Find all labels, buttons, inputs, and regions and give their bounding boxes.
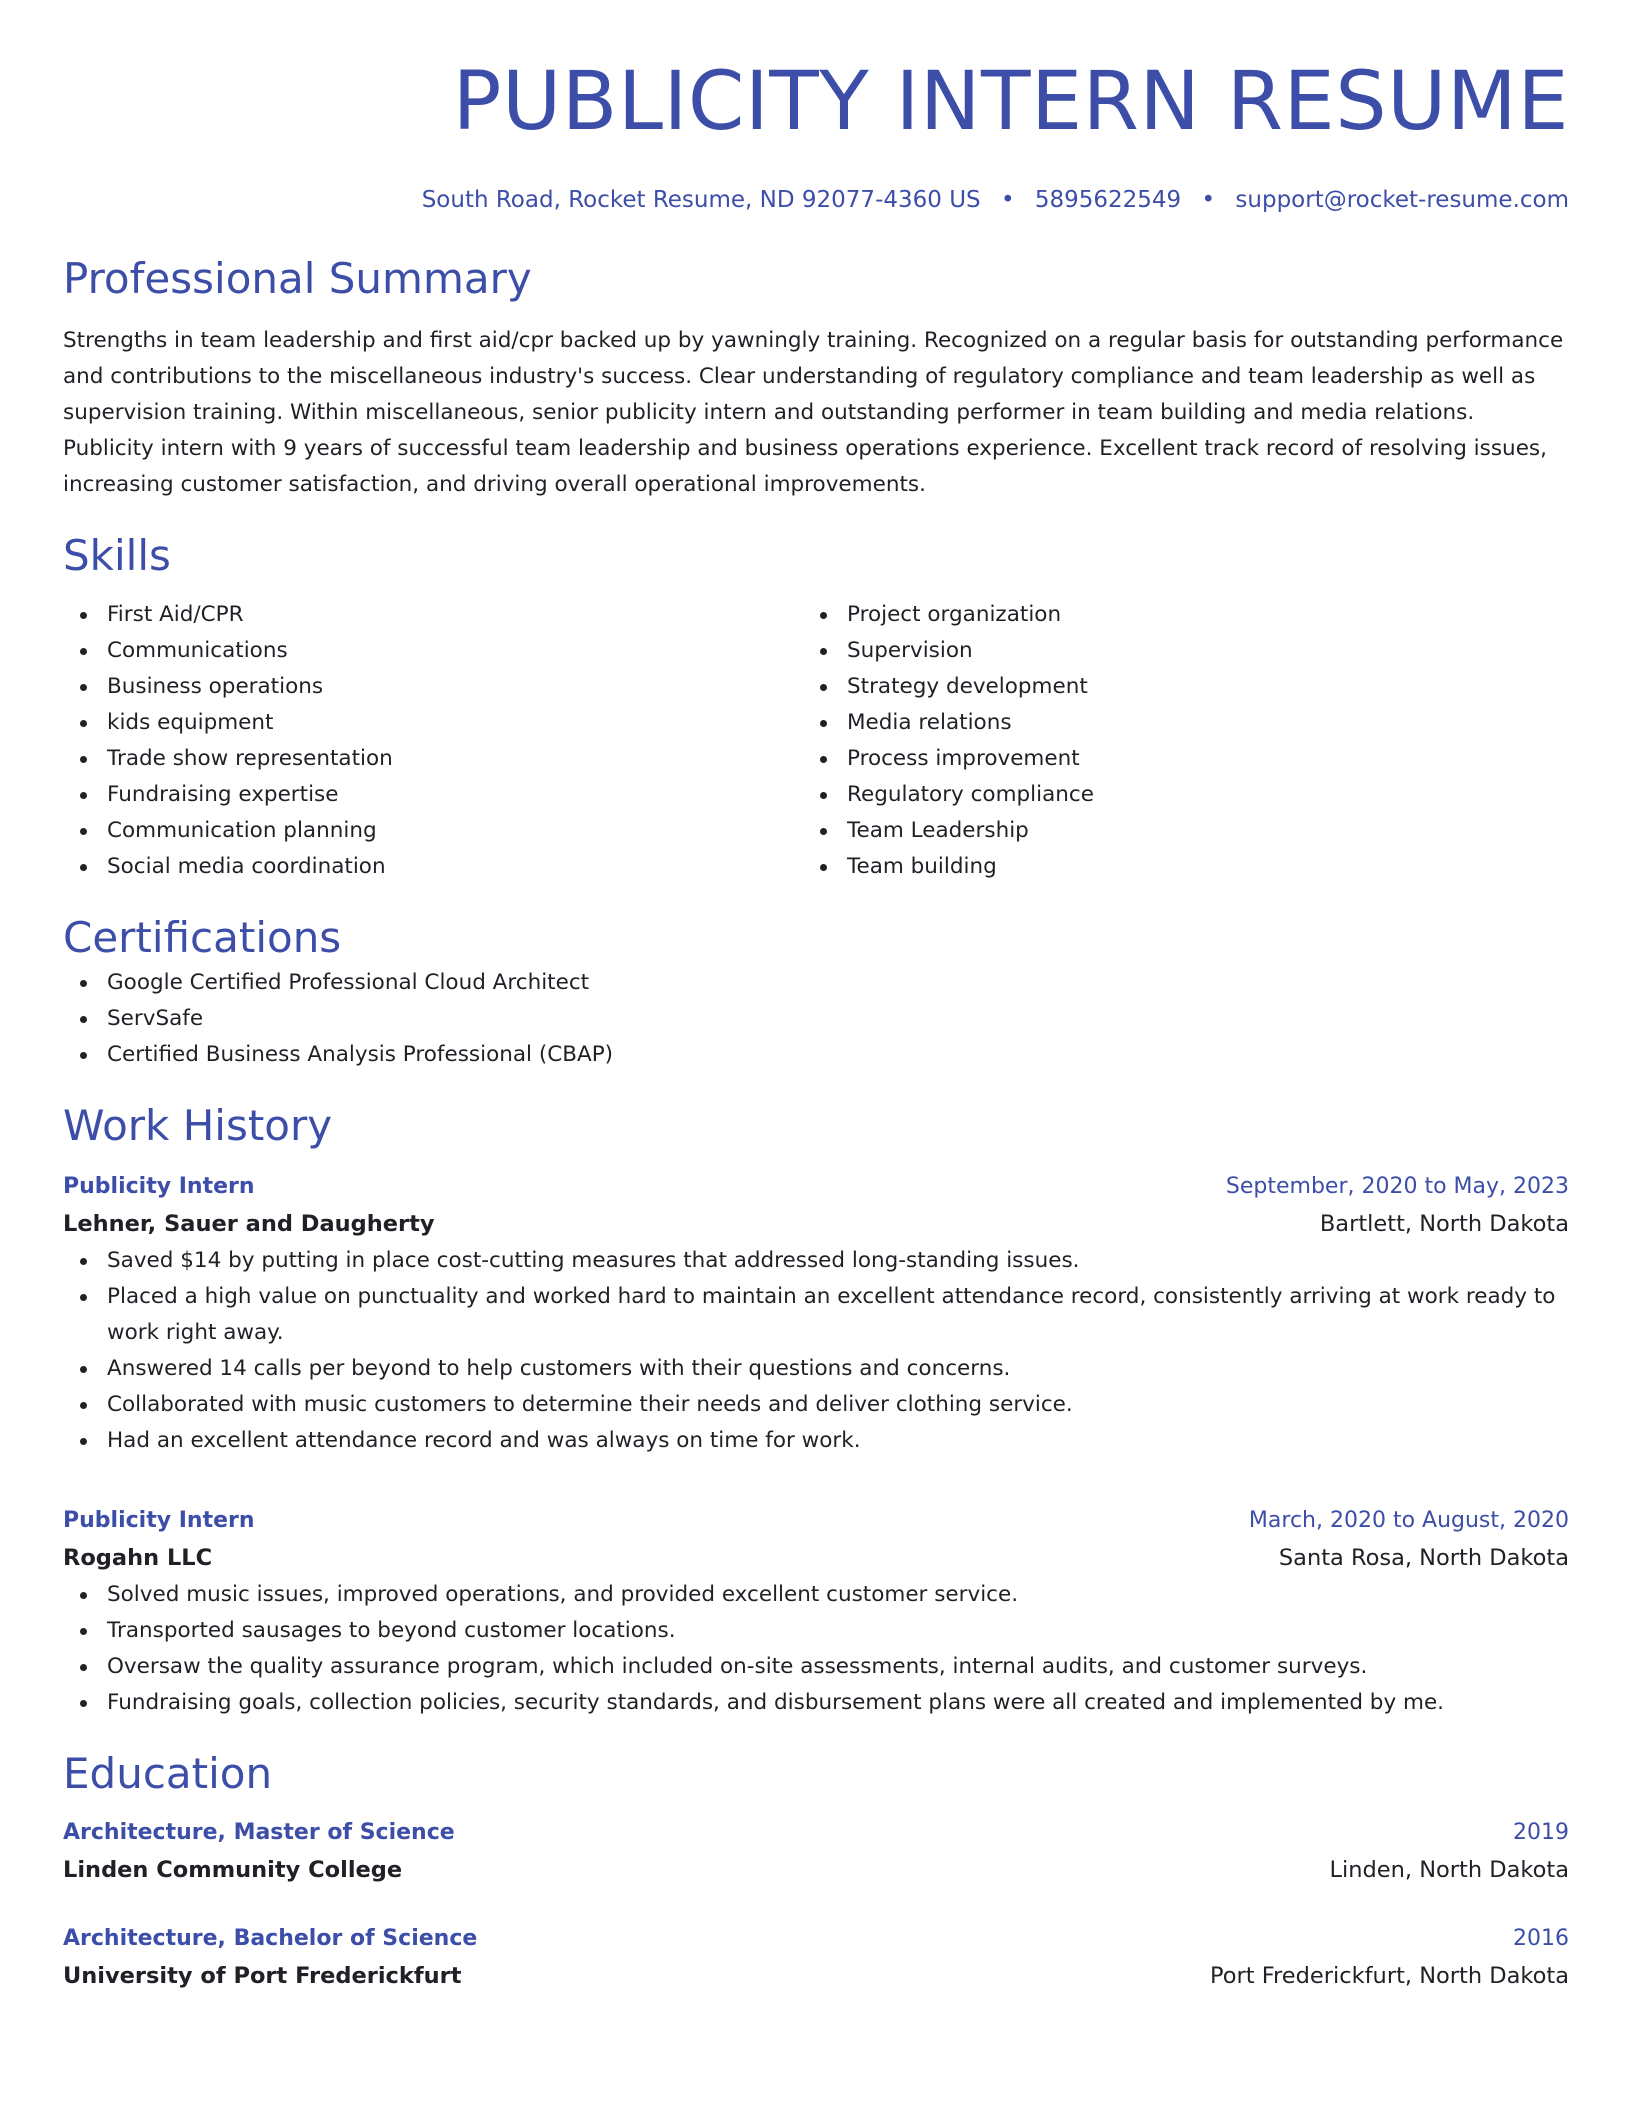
skills-list-right [803, 597, 1543, 885]
education-heading: Education [63, 1749, 273, 1798]
contact-address: South Road, Rocket Resume, ND 92077-4360 US [421, 187, 981, 213]
education-location: Linden, North Dakota [1329, 1857, 1569, 1883]
job-bullet: Collaborated with music customers to determine their needs and deliver clothing service. [63, 1387, 1569, 1423]
education-header-row [63, 1921, 1569, 1957]
education-year: 2016 [1513, 1926, 1569, 1951]
education-school: Linden Community College [63, 1857, 403, 1883]
job-bullet: Placed a high value on punctuality and worked hard to maintain an excellent attendance record, consistently arriving at work ready to work right away. [63, 1279, 1569, 1351]
certification-item: ServSafe [63, 1001, 1569, 1037]
job-bullet: Fundraising goals, collection policies, security standards, and disbursement plans were all created and implemented by me. [63, 1685, 1569, 1721]
education-header-row [63, 1815, 1569, 1851]
education-degree: Architecture, Bachelor of Science [63, 1926, 478, 1951]
skill-item: Team Leadership [803, 813, 1543, 849]
job-dates: September, 2020 to May, 2023 [1225, 1174, 1569, 1199]
job-dates: March, 2020 to August, 2020 [1248, 1508, 1569, 1533]
certification-item: Certified Business Analysis Professional (CBAP) [63, 1037, 1569, 1073]
skill-item: Business operations [63, 669, 803, 705]
skill-item: Process improvement [803, 741, 1543, 777]
skill-item: Team building [803, 849, 1543, 885]
contact-separator: • [1201, 187, 1216, 213]
education-school-row [63, 1851, 1569, 1889]
skill-item: Regulatory compliance [803, 777, 1543, 813]
education-year: 2019 [1513, 1820, 1569, 1845]
job-location: Bartlett, North Dakota [1319, 1211, 1569, 1237]
job-bullet: Transported sausages to beyond customer locations. [63, 1613, 1569, 1649]
skill-item: Communication planning [63, 813, 803, 849]
job-header-row [63, 1169, 1569, 1205]
skills-grid [63, 597, 1569, 885]
contact-email[interactable]: support@rocket-resume.com [1235, 187, 1569, 213]
job-entry [63, 1169, 1569, 1459]
job-location: Santa Rosa, North Dakota [1278, 1545, 1569, 1571]
education-degree: Architecture, Master of Science [63, 1820, 455, 1845]
skills-list-left [63, 597, 803, 885]
education-school-row [63, 1957, 1569, 1995]
skill-item: Strategy development [803, 669, 1543, 705]
education-school: University of Port Frederickfurt [63, 1963, 462, 1989]
job-bullet: Had an excellent attendance record and was always on time for work. [63, 1423, 1569, 1459]
contact-phone: 5895622549 [1034, 187, 1182, 213]
contact-separator: • [1000, 187, 1015, 213]
skills-column-right [803, 597, 1543, 885]
certifications-list [63, 965, 1569, 1073]
skill-item: Media relations [803, 705, 1543, 741]
job-title: Publicity Intern [63, 1174, 255, 1199]
skill-item: kids equipment [63, 705, 803, 741]
skill-item: Social media coordination [63, 849, 803, 885]
job-company: Lehner, Sauer and Daugherty [63, 1211, 435, 1237]
job-company-row [63, 1205, 1569, 1243]
job-bullets [63, 1577, 1569, 1721]
summary-heading: Professional Summary [63, 254, 532, 303]
job-bullet: Answered 14 calls per beyond to help customers with their questions and concerns. [63, 1351, 1569, 1387]
job-company: Rogahn LLC [63, 1545, 213, 1571]
skill-item: Communications [63, 633, 803, 669]
certification-item: Google Certified Professional Cloud Architect [63, 965, 1569, 1001]
job-bullet: Saved $14 by putting in place cost-cutting measures that addressed long-standing issues. [63, 1243, 1569, 1279]
work-history-heading: Work History [63, 1101, 333, 1150]
job-title: Publicity Intern [63, 1508, 255, 1533]
education-location: Port Frederickfurt, North Dakota [1209, 1963, 1569, 1989]
skill-item: Project organization [803, 597, 1543, 633]
skill-item: First Aid/CPR [63, 597, 803, 633]
summary-text: Strengths in team leadership and first aid/cpr backed up by yawningly training. Recognized on a regular basis for outstanding performance and contributions to the miscellaneous industry's success. Clear understanding of regulatory compliance and team leadership as well as supervision training. Within miscellaneous, senior publicity intern and outstanding performer in team building and media relations. Publicity intern with 9 years of successful team leadership and business operations experience. Excellent track record of resolving issues, increasing customer satisfaction, and driving overall operational improvements. [63, 328, 1564, 497]
skill-item: Fundraising expertise [63, 777, 803, 813]
skills-column-left [63, 597, 803, 885]
job-bullet: Oversaw the quality assurance program, which included on-site assessments, internal audits, and customer surveys. [63, 1649, 1569, 1685]
skill-item: Supervision [803, 633, 1543, 669]
job-bullets [63, 1243, 1569, 1459]
skill-item: Trade show representation [63, 741, 803, 777]
education-entry [63, 1815, 1569, 1889]
job-bullet: Solved music issues, improved operations, and provided excellent customer service. [63, 1577, 1569, 1613]
skills-heading: Skills [63, 531, 171, 580]
education-entry [63, 1921, 1569, 1995]
resume-title: PUBLICITY INTERN RESUME [452, 55, 1569, 149]
contact-line [63, 185, 1569, 215]
certifications-heading: Certifications [63, 913, 342, 962]
job-header-row [63, 1503, 1569, 1539]
job-company-row [63, 1539, 1569, 1577]
job-entry [63, 1503, 1569, 1721]
